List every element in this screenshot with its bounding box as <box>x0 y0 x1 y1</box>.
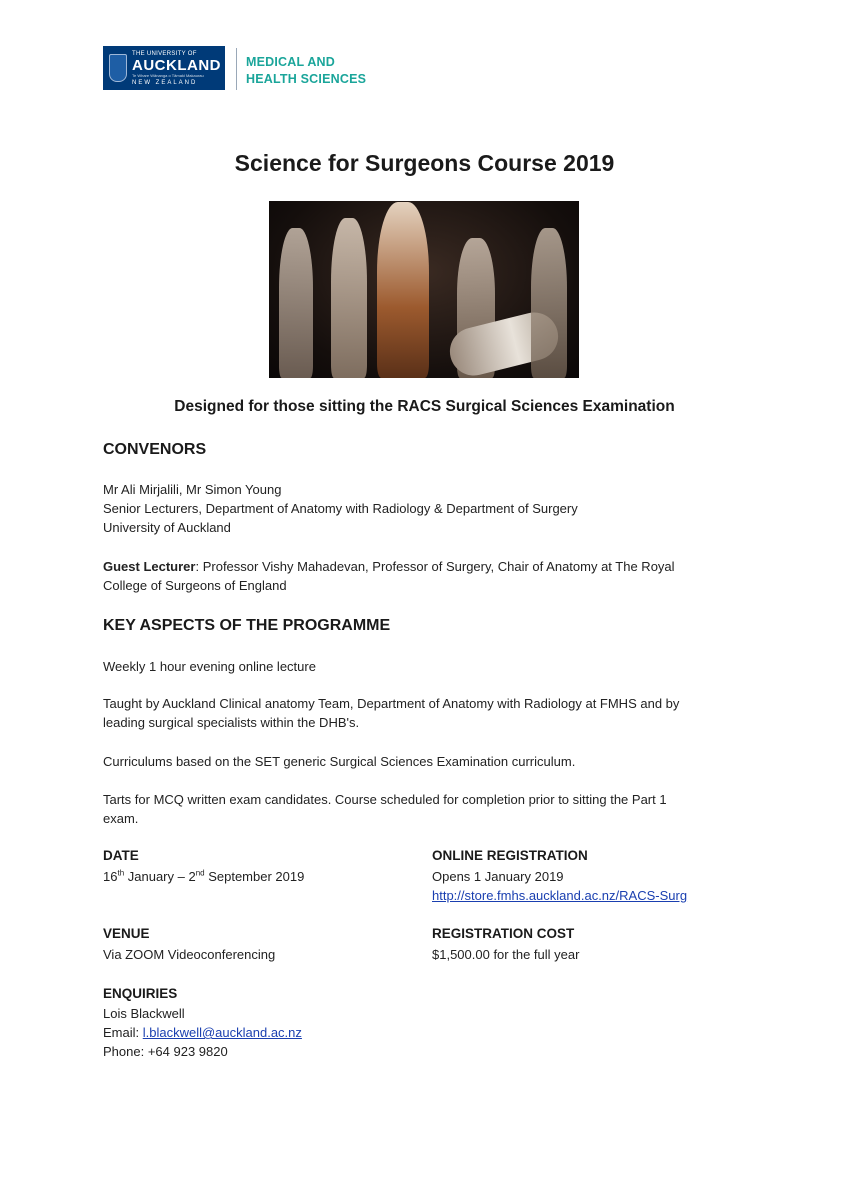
logo-wordmark <box>132 51 221 86</box>
convenors-institution: University of Auckland <box>103 520 231 535</box>
guest-lecturer-block <box>103 557 675 595</box>
logo-motto-text: Te Whare Wānanga o Tāmaki Makaurau <box>132 72 204 78</box>
key-aspect-1: Weekly 1 hour evening online lecture <box>103 659 316 674</box>
page-subtitle: Designed for those sitting the RACS Surgical Sciences Examination <box>174 398 675 415</box>
chess-piece-figure <box>331 218 367 378</box>
key-aspect-4-line-1: Tarts for MCQ written exam candidates. Course scheduled for completion prior to sitting the Part 1 <box>103 792 667 807</box>
chess-pieces-photo <box>269 201 579 378</box>
key-aspect-4 <box>103 790 667 828</box>
logo-divider <box>236 48 237 90</box>
convenors-role: Senior Lecturers, Department of Anatomy with Radiology & Department of Surgery <box>103 501 578 516</box>
enquiries-block <box>103 1004 302 1061</box>
enquiries-email-link[interactable]: l.blackwell@auckland.ac.nz <box>142 1025 302 1040</box>
enquiries-phone: Phone: +64 923 9820 <box>103 1044 228 1059</box>
enquiries-email-label: Email: <box>103 1025 143 1040</box>
convenors-heading: CONVENORS <box>103 441 207 458</box>
registration-heading: ONLINE REGISTRATION <box>432 848 588 863</box>
page-title: Science for Surgeons Course 2019 <box>234 150 615 176</box>
convenors-block <box>103 480 578 537</box>
crest-icon <box>109 54 127 82</box>
date-start-rest: January – 2 <box>124 869 196 884</box>
date-start-sup: th <box>117 868 125 878</box>
date-heading: DATE <box>103 848 139 863</box>
university-logo[interactable] <box>103 46 225 90</box>
logo-country-text: NEW ZEALAND <box>132 79 198 86</box>
cost-text: $1,500.00 for the full year <box>432 947 580 962</box>
registration-opens: Opens 1 January 2019 <box>432 869 564 884</box>
date-text <box>103 867 304 886</box>
convenors-names: Mr Ali Mirjalili, Mr Simon Young <box>103 482 282 497</box>
logo-small-text: THE UNIVERSITY OF <box>132 50 197 57</box>
registration-link[interactable]: http://store.fmhs.auckland.ac.nz/RACS-Surg <box>432 888 688 903</box>
faculty-line-2: HEALTH SCIENCES <box>246 72 367 86</box>
cost-heading: REGISTRATION COST <box>432 926 575 941</box>
date-end-rest: September 2019 <box>204 869 305 884</box>
registration-block <box>432 867 687 905</box>
chess-piece-figure <box>377 202 429 378</box>
venue-heading: VENUE <box>103 926 150 941</box>
date-end-sup: nd <box>195 868 205 878</box>
enquiries-name: Lois Blackwell <box>103 1006 185 1021</box>
key-aspect-4-line-2: exam. <box>103 811 139 826</box>
key-aspect-2-line-2: leading surgical specialists within the DHB's. <box>103 715 360 730</box>
guest-lecturer-label: Guest Lecturer <box>103 559 196 574</box>
guest-lecturer-text-1: : Professor Vishy Mahadevan, Professor of Surgery, Chair of Anatomy at The Royal <box>195 559 675 574</box>
faculty-name <box>246 54 366 88</box>
logo-big-text: AUCKLAND <box>132 56 221 74</box>
key-aspect-3: Curriculums based on the SET generic Surgical Sciences Examination curriculum. <box>103 754 576 769</box>
guest-lecturer-text-2: College of Surgeons of England <box>103 578 287 593</box>
chess-piece-figure <box>279 228 313 378</box>
key-aspects-heading: KEY ASPECTS OF THE PROGRAMME <box>103 617 391 634</box>
key-aspect-2-line-1: Taught by Auckland Clinical anatomy Team, Department of Anatomy with Radiology at FMHS and by <box>103 696 680 711</box>
faculty-line-1: MEDICAL AND <box>246 55 336 69</box>
enquiries-heading: ENQUIRIES <box>103 986 178 1001</box>
venue-text: Via ZOOM Videoconferencing <box>103 947 276 962</box>
key-aspect-2 <box>103 694 679 732</box>
date-start-day: 16 <box>103 869 118 884</box>
chess-piece-figure <box>531 228 567 378</box>
